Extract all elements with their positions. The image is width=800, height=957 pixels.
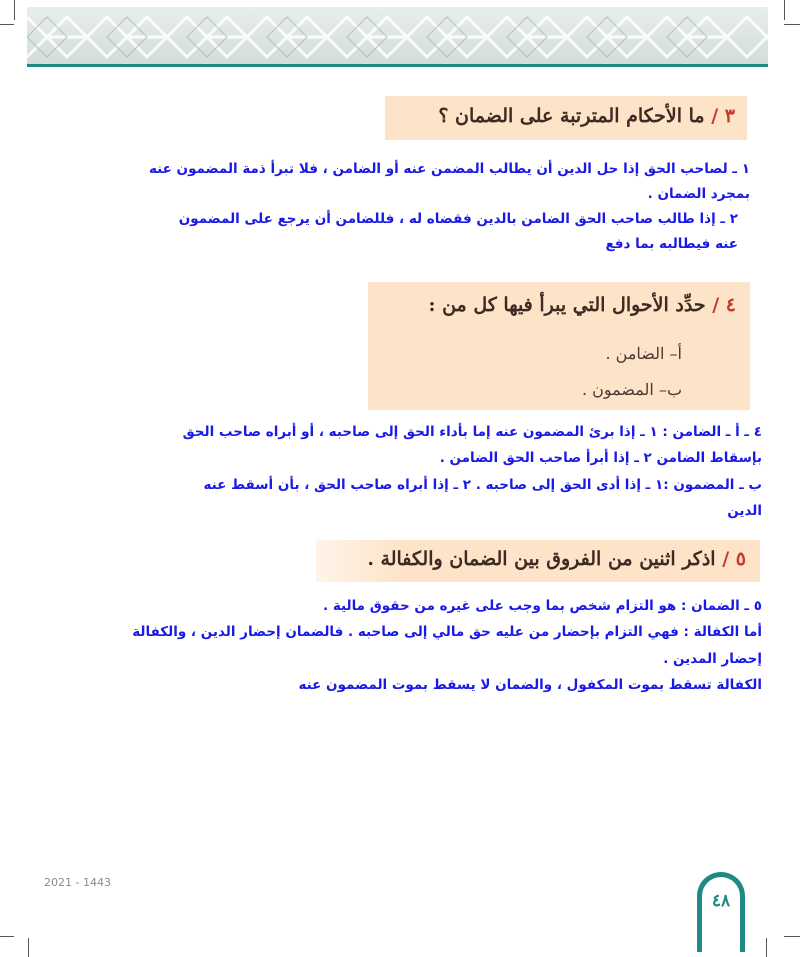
question-5-box <box>316 540 760 582</box>
question-3-box <box>385 96 747 140</box>
page-number: ٤٨ <box>711 891 731 911</box>
question-4-box <box>368 282 750 410</box>
answer-5-line-2: أما الكفالة : فهي التزام بإحضار من عليه حق مالي إلى صاحبه . فالضمان إحضار الدين ، والكفالة <box>132 624 762 640</box>
answer-3-line-3: ٢ ـ إذا طالب صاحب الحق الضامن بالدين فقضاه له ، فللضامن أن يرجع على المضمون <box>178 211 738 227</box>
question-4-option-b: ب– المضمون . <box>581 380 682 399</box>
question-5-title <box>367 548 746 570</box>
crop-mark <box>784 936 800 937</box>
question-3-number: ٣ / <box>711 105 735 127</box>
header-divider <box>27 64 768 67</box>
crop-mark <box>28 938 29 957</box>
answer-5-line-4: الكفالة تسقط بموت المكفول ، والضمان لا يسقط بموت المضمون عنه <box>298 677 762 693</box>
answer-3-line-2: بمجرد الضمان . <box>647 186 750 202</box>
question-3-title <box>438 105 735 127</box>
answer-5-line-3: إحضار المدين . <box>663 651 762 667</box>
question-5-number: ٥ / <box>722 548 746 570</box>
page-number-tab-inner <box>702 877 740 952</box>
answer-5-line-1: ٥ ـ الضمان : هو التزام شخص بما وجب على غيره من حقوق مالية . <box>323 598 762 614</box>
geometric-pattern-icon <box>27 7 768 65</box>
crop-mark <box>784 24 800 25</box>
answer-4-line-4: الدين <box>727 503 762 519</box>
crop-mark <box>14 0 15 20</box>
crop-mark <box>766 938 767 957</box>
header-pattern-banner <box>27 7 768 65</box>
crop-mark <box>0 24 14 25</box>
question-5-text: اذكر اثنين من الفروق بين الضمان والكفالة . <box>367 548 716 570</box>
question-3-text: ما الأحكام المترتبة على الضمان ؟ <box>438 105 705 127</box>
question-4-text: حدِّد الأحوال التي يبرأ فيها كل من : <box>428 294 706 316</box>
answer-4-line-3: ب ـ المضمون :١ ـ إذا أدى الحق إلى صاحبه . ٢ ـ إذا أبراه صاحب الحق ، بأن أسقط عنه <box>203 477 762 493</box>
question-4-number: ٤ / <box>712 294 736 316</box>
answer-4-line-2: بإسقاط الضامن ٢ ـ إذا أبرأ صاحب الحق الضامن . <box>439 450 762 466</box>
footer-year: 2021 - 1443 <box>44 876 111 889</box>
question-4-option-a: أ– الضامن . <box>605 344 682 363</box>
crop-mark <box>0 936 14 937</box>
crop-mark <box>784 0 785 20</box>
answer-3-line-4: عنه فيطالبه بما دفع <box>605 236 738 252</box>
answer-3-line-1: ١ ـ لصاحب الحق إذا حل الدين أن يطالب المضمن عنه أو الضامن ، فلا تبرأ ذمة المضمون عنه <box>148 161 750 177</box>
answer-4-line-1: ٤ ـ أ ـ الضامن : ١ ـ إذا برئ المضمون عنه إما بأداء الحق إلى صاحبه ، أو أبراه صاحب الحق <box>182 424 762 440</box>
question-4-title <box>428 294 736 316</box>
